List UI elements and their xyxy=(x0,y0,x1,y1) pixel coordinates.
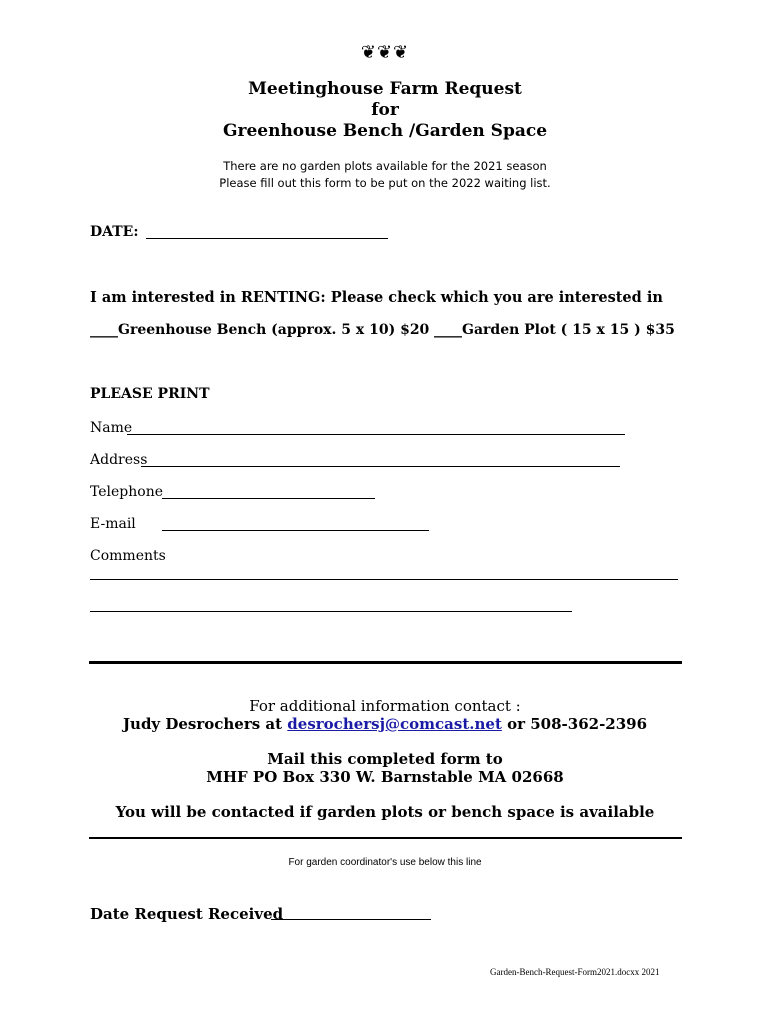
footer-filename: Garden-Bench-Request-Form2021.docxx 2021 xyxy=(490,967,660,977)
option-greenhouse-bench[interactable]: ____Greenhouse Bench (approx. 5 x 10) $20 xyxy=(90,322,430,338)
telephone-field[interactable] xyxy=(162,484,375,499)
name-field[interactable] xyxy=(127,420,625,435)
interest-heading: I am interested in RENTING: Please check which you are interested in xyxy=(90,289,663,306)
decorative-ornament: ❦❦❦ xyxy=(360,42,410,63)
email-field[interactable] xyxy=(162,516,429,531)
option-garden-plot[interactable]: ____Garden Plot ( 15 x 15 ) $35 xyxy=(434,322,675,338)
comments-field-line2[interactable] xyxy=(90,597,572,612)
name-label: Name xyxy=(90,420,133,436)
form-title-line2: for xyxy=(371,100,399,120)
coordinator-note: For garden coordinator's use below this line xyxy=(288,857,482,868)
email-label: E-mail xyxy=(90,516,136,532)
contact-email-link[interactable]: desrochersj@comcast.net xyxy=(287,715,502,733)
comments-label: Comments xyxy=(90,548,166,564)
address-label: Address xyxy=(90,452,148,468)
date-received-field[interactable] xyxy=(271,905,431,920)
telephone-label: Telephone xyxy=(90,484,164,500)
comments-field-line1[interactable] xyxy=(90,565,678,580)
contact-line xyxy=(0,715,770,733)
date-field[interactable] xyxy=(146,224,388,239)
mail-instruction: Mail this completed form to xyxy=(267,750,503,768)
contact-intro: For additional information contact : xyxy=(249,697,521,715)
form-title-line1: Meetinghouse Farm Request xyxy=(248,79,522,99)
contact-name: Judy Desrochers at xyxy=(122,715,288,733)
mail-address: MHF PO Box 330 W. Barnstable MA 02668 xyxy=(206,768,564,786)
date-label: DATE: xyxy=(90,224,139,240)
availability-note: There are no garden plots available for the 2021 season xyxy=(223,159,547,173)
address-field[interactable] xyxy=(141,452,620,467)
contact-phone: or 508-362-2396 xyxy=(501,715,648,733)
coordinator-divider xyxy=(89,837,682,839)
availability-notice: You will be contacted if garden plots or bench space is available xyxy=(115,803,655,821)
date-received-label: Date Request Received xyxy=(90,905,284,923)
section-divider xyxy=(89,661,682,664)
please-print-heading: PLEASE PRINT xyxy=(90,386,210,402)
form-title-line3: Greenhouse Bench /Garden Space xyxy=(222,121,548,141)
waiting-list-note: Please fill out this form to be put on the 2022 waiting list. xyxy=(219,176,551,190)
